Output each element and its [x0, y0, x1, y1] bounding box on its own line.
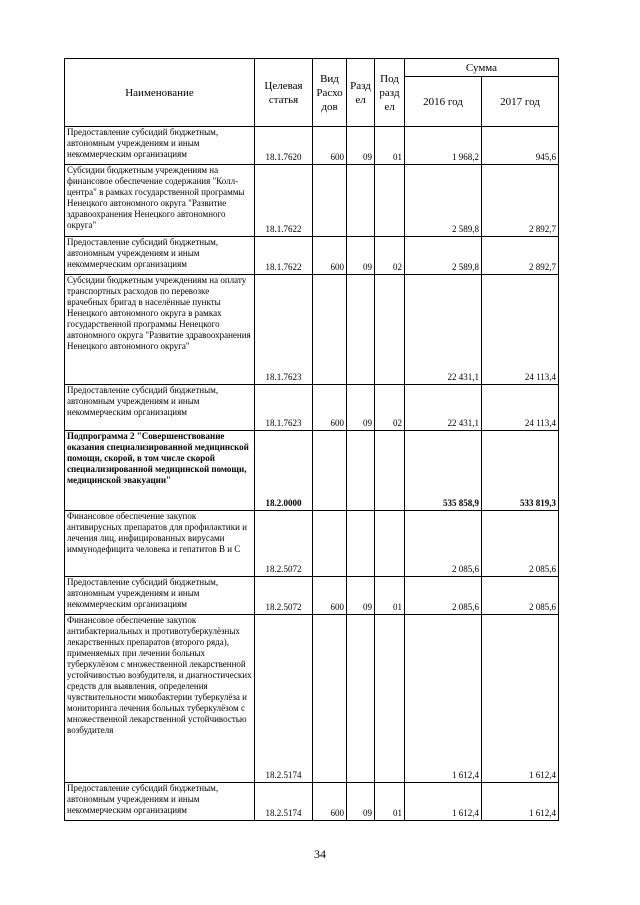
row-amount-2016: 1 968,2 [405, 127, 482, 165]
header-name: Наименование [65, 59, 255, 127]
row-name: Предоставление субсидий бюджетным, автономным учреждениям и иным некоммерческим организациям [65, 783, 255, 821]
row-amount-2017: 2 085,6 [482, 511, 559, 577]
row-amount-2016: 2 085,6 [405, 577, 482, 615]
row-name: Предоставление субсидий бюджетным, автономным учреждениям и иным некоммерческим организациям [65, 237, 255, 275]
row-amount-2016: 1 612,4 [405, 615, 482, 783]
row-amount-2017: 1 612,4 [482, 615, 559, 783]
row-target: 18.1.7623 [255, 275, 313, 385]
row-razdel: 09 [347, 385, 375, 431]
row-amount-2016: 22 431,1 [405, 385, 482, 431]
row-vid: 600 [313, 127, 347, 165]
row-amount-2017: 945,6 [482, 127, 559, 165]
row-target: 18.2.5072 [255, 577, 313, 615]
row-vid [313, 431, 347, 511]
budget-table [64, 58, 559, 821]
row-amount-2017: 533 819,3 [482, 431, 559, 511]
table-row [65, 783, 559, 821]
row-podrazdel [375, 431, 405, 511]
row-vid: 600 [313, 385, 347, 431]
row-amount-2017: 2 892,7 [482, 165, 559, 237]
row-vid: 600 [313, 783, 347, 821]
row-podrazdel [375, 511, 405, 577]
row-target: 18.1.7620 [255, 127, 313, 165]
row-razdel [347, 431, 375, 511]
row-razdel [347, 615, 375, 783]
row-name: Предоставление субсидий бюджетным, автономным учреждениям и иным некоммерческим организациям [65, 385, 255, 431]
row-razdel [347, 165, 375, 237]
row-amount-2017: 24 113,4 [482, 275, 559, 385]
row-name: Финансовое обеспечение закупок антивирусных препаратов для профилактики и лечения лиц, инфицированных вирусами иммунодефицита человека и гепатитов В и С [65, 511, 255, 577]
page-number: 34 [314, 847, 326, 861]
table-row [65, 275, 559, 385]
table-row [65, 577, 559, 615]
row-name: Подпрограмма 2 "Совершенствование оказания специализированной медицинской помощи, скорой, в том числе скорой специализированной медицинской помощи, медицинской эвакуации" [65, 431, 255, 511]
header-podrazdel: Под разд ел [375, 59, 405, 127]
row-target: 18.1.7622 [255, 237, 313, 275]
row-podrazdel [375, 165, 405, 237]
row-vid [313, 165, 347, 237]
row-razdel [347, 275, 375, 385]
header-year-2017: 2017 год [482, 77, 559, 127]
header-razdel: Разд ел [347, 59, 375, 127]
row-podrazdel: 01 [375, 127, 405, 165]
row-razdel: 09 [347, 577, 375, 615]
row-amount-2017: 24 113,4 [482, 385, 559, 431]
row-podrazdel: 02 [375, 385, 405, 431]
row-target: 18.2.5174 [255, 783, 313, 821]
row-razdel: 09 [347, 127, 375, 165]
row-target: 18.1.7623 [255, 385, 313, 431]
row-amount-2017: 1 612,4 [482, 783, 559, 821]
row-target: 18.2.0000 [255, 431, 313, 511]
header-target: Целевая статья [255, 59, 313, 127]
row-vid: 600 [313, 237, 347, 275]
table-row [65, 615, 559, 783]
row-name: Предоставление субсидий бюджетным, автономным учреждениям и иным некоммерческим организациям [65, 577, 255, 615]
row-amount-2017: 2 085,6 [482, 577, 559, 615]
table-row [65, 385, 559, 431]
row-amount-2016: 2 589,8 [405, 237, 482, 275]
row-amount-2017: 2 892,7 [482, 237, 559, 275]
header-summa: Сумма [405, 59, 559, 77]
row-name: Субсидии бюджетным учреждениям на финансовое обеспечение содержания "Колл-центра" в рамках государственной программы Ненецкого автономного округа "Развитие здравоохранения Ненецкого автономного округа" [65, 165, 255, 237]
header-vid: Вид Расхо дов [313, 59, 347, 127]
table-row [65, 237, 559, 275]
row-razdel: 09 [347, 237, 375, 275]
row-name: Субсидии бюджетным учреждениям на оплату транспортных расходов по перевозке врачебных бригад в населённые пункты Ненецкого автономного округа в рамках государственной программы Ненецкого автономного округа "Развитие здравоохранения Ненецкого автономного округа" [65, 275, 255, 385]
row-vid [313, 511, 347, 577]
row-amount-2016: 2 085,6 [405, 511, 482, 577]
table-row [65, 431, 559, 511]
row-target: 18.2.5174 [255, 615, 313, 783]
header-year-2016: 2016 год [405, 77, 482, 127]
table-row [65, 127, 559, 165]
row-podrazdel: 01 [375, 577, 405, 615]
row-vid: 600 [313, 577, 347, 615]
row-target: 18.1.7622 [255, 165, 313, 237]
table-row [65, 165, 559, 237]
row-amount-2016: 2 589,8 [405, 165, 482, 237]
row-vid [313, 275, 347, 385]
row-podrazdel [375, 615, 405, 783]
table-row [65, 511, 559, 577]
row-razdel [347, 511, 375, 577]
row-razdel: 09 [347, 783, 375, 821]
row-target: 18.2.5072 [255, 511, 313, 577]
row-name: Финансовое обеспечение закупок антибактериальных и противотуберкулёзных лекарственных препаратов (второго ряда), применяемых при лечении больных туберкулёзом с множественной лекарственной устойчивостью возбудителя, и диагностических средств для выявления, определения чувствительности микобактерии туберкулёза и мониторинга лечения больных туберкулёзом с множественной лекарственной устойчивостью возбудителя [65, 615, 255, 783]
row-podrazdel [375, 275, 405, 385]
row-vid [313, 615, 347, 783]
row-name: Предоставление субсидий бюджетным, автономным учреждениям и иным некоммерческим организациям [65, 127, 255, 165]
row-amount-2016: 535 858,9 [405, 431, 482, 511]
row-amount-2016: 22 431,1 [405, 275, 482, 385]
row-podrazdel: 01 [375, 783, 405, 821]
row-amount-2016: 1 612,4 [405, 783, 482, 821]
row-podrazdel: 02 [375, 237, 405, 275]
